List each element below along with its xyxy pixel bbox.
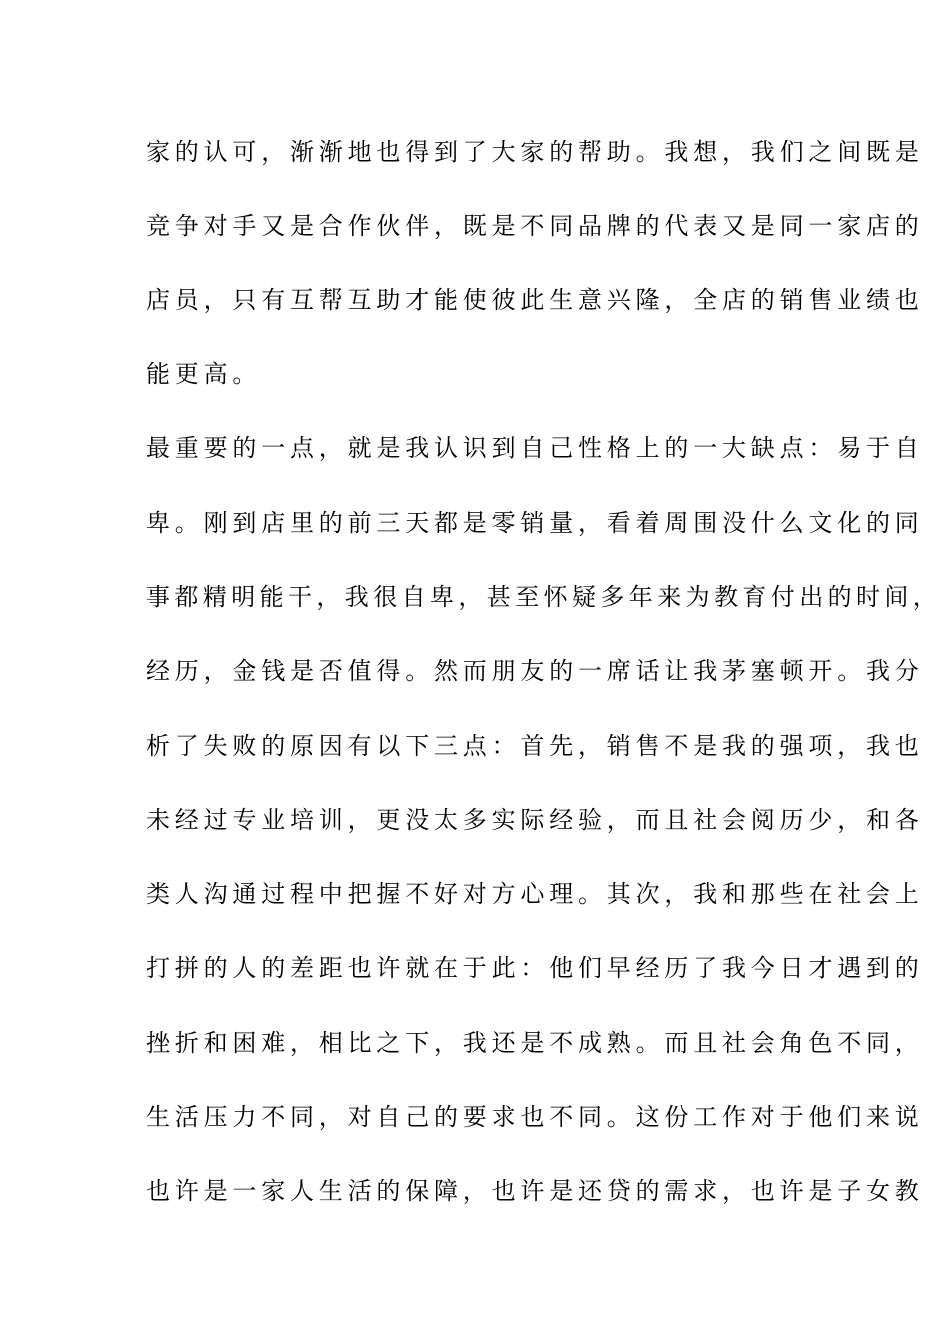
text-line: 竞争对手又是合作伙伴，既是不同品牌的代表又是同一家店的 bbox=[146, 212, 924, 240]
text-line: 也许是一家人生活的保障，也许是还贷的需求，也许是子女教 bbox=[146, 1177, 924, 1205]
text-line: 卑。刚到店里的前三天都是零销量，看着周围没什么文化的同 bbox=[146, 509, 924, 537]
text-line: 家的认可，渐渐地也得到了大家的帮助。我想，我们之间既是 bbox=[146, 138, 924, 166]
text-line: 经历，金钱是否值得。然而朋友的一席话让我茅塞顿开。我分 bbox=[146, 657, 924, 685]
text-line: 生活压力不同，对自己的要求也不同。这份工作对于他们来说 bbox=[146, 1103, 924, 1131]
text-line: 能更高。 bbox=[146, 360, 262, 388]
text-line: 类人沟通过程中把握不好对方心理。其次，我和那些在社会上 bbox=[146, 880, 924, 908]
text-line: 打拼的人的差距也许就在于此：他们早经历了我今日才遇到的 bbox=[146, 954, 924, 982]
text-line: 事都精明能干，我很自卑，甚至怀疑多年来为教育付出的时间， bbox=[146, 583, 942, 611]
text-line: 店员，只有互帮互助才能使彼此生意兴隆，全店的销售业绩也 bbox=[146, 286, 924, 314]
text-line: 挫折和困难，相比之下，我还是不成熟。而且社会角色不同， bbox=[146, 1029, 924, 1057]
text-line: 未经过专业培训，更没太多实际经验，而且社会阅历少，和各 bbox=[146, 806, 924, 834]
text-line: 析了失败的原因有以下三点：首先，销售不是我的强项，我也 bbox=[146, 732, 924, 760]
text-line: 最重要的一点，就是我认识到自己性格上的一大缺点：易于自 bbox=[146, 434, 924, 462]
